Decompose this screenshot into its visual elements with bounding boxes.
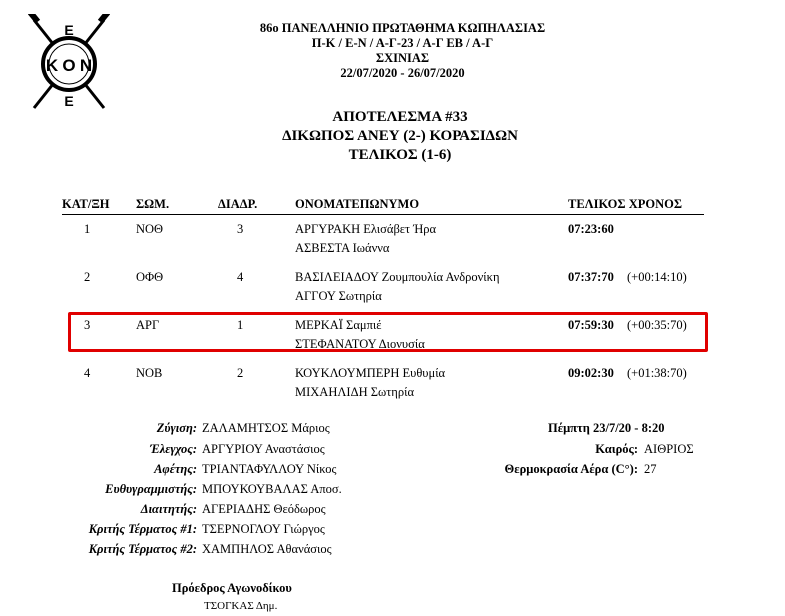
logo-letter-center: Ο <box>62 56 76 75</box>
official-value: ΧΑΜΠΗΛΟΣ Αθανάσιος <box>202 542 332 556</box>
final-time: 07:23:60 <box>568 222 614 236</box>
weather-value: ΑΙΘΡΙΟΣ <box>644 442 694 456</box>
official-value: ΤΣΕΡΝΟΓΛΟΥ Γιώργος <box>202 522 325 536</box>
official-label: Κριτής Τέρματος #2: <box>88 542 197 556</box>
president-label: Πρόεδρος Αγωνοδίκου <box>172 581 292 595</box>
header-divider <box>62 214 704 215</box>
club: ΝΟΘ <box>136 222 164 236</box>
official-value: ΤΡΙΑΝΤΑΦΥΛΛΟΥ Νίκος <box>202 462 337 476</box>
official-value: ΑΓΕΡΙΑΔΗΣ Θεόδωρος <box>202 502 326 516</box>
weather-label: Καιρός: <box>595 442 638 456</box>
official-value: ΖΑΛΑΜΗΤΣΟΣ Μάριος <box>202 421 330 435</box>
categories-line: Π-Κ / Ε-Ν / Α-Γ-23 / Α-Γ ΕΒ / Α-Γ <box>311 36 494 50</box>
rower-1: ΚΟΥΚΛΟΥΜΠΕΡΗ Ευθυμία <box>295 366 446 380</box>
date-range: 22/07/2020 - 26/07/2020 <box>340 66 465 80</box>
rower-1: ΜΕΡΚΑΪ Σαμπιέ <box>295 318 382 332</box>
race-stage: ΤΕΛΙΚΟΣ (1-6) <box>348 147 452 163</box>
logo-letter-right: Ν <box>79 56 93 75</box>
event-name: ΔΙΚΩΠΟΣ ΑΝΕΥ (2-) ΚΟΡΑΣΙΔΩΝ <box>282 128 518 144</box>
rower-1: ΑΡΓΥΡΑΚΗ Ελισάβετ Ήρα <box>295 222 437 236</box>
time-diff: (+01:38:70) <box>627 366 687 380</box>
logo-letter-left: Κ <box>45 56 59 75</box>
rower-1: ΒΑΣΙΛΕΙΑΔΟΥ Ζουμπουλία Ανδρονίκη <box>295 270 500 284</box>
rower-2: ΑΓΓΟΥ Σωτηρία <box>295 289 382 303</box>
rank: 2 <box>84 270 91 284</box>
official-label: Κριτής Τέρματος #1: <box>88 522 197 536</box>
rower-2: ΑΣΒΕΣΤΑ Ιωάννα <box>295 241 390 255</box>
club: ΑΡΓ <box>136 318 160 332</box>
rank: 4 <box>84 366 91 380</box>
logo-letter-bottom: Ε <box>64 93 74 109</box>
lane: 3 <box>237 222 244 236</box>
col-time: ΤΕΛΙΚΟΣ ΧΡΟΝΟΣ <box>568 197 683 211</box>
final-time: 07:59:30 <box>568 318 614 332</box>
official-label: Ευθυγραμμιστής: <box>105 482 197 496</box>
time-diff: (+00:35:70) <box>627 318 687 332</box>
col-club: ΣΩΜ. <box>136 197 170 211</box>
championship-title: 86ο ΠΑΝΕΛΛΗΝΙΟ ΠΡΩΤΑΘΗΜΑ ΚΩΠΗΛΑΣΙΑΣ <box>259 21 546 35</box>
rank: 3 <box>84 318 91 332</box>
lane: 2 <box>237 366 244 380</box>
official-value: ΜΠΟΥΚΟΥΒΑΛΑΣ Απoσ. <box>202 482 342 496</box>
col-name: ΟΝΟΜΑΤΕΠΩΝΥΜΟ <box>295 197 420 211</box>
lane: 1 <box>237 318 244 332</box>
rower-2: ΜΙΧΑΗΛΙΔΗ Σωτηρία <box>295 385 414 399</box>
time-diff: (+00:14:10) <box>627 270 687 284</box>
temperature-value: 27 <box>644 462 657 476</box>
lane: 4 <box>237 270 244 284</box>
president-name: ΤΣΟΓΚΑΣ Δημ. <box>204 600 278 612</box>
col-lane: ΔΙΑΔΡ. <box>218 197 258 211</box>
rank: 1 <box>84 222 91 236</box>
club: ΝΟΒ <box>136 366 163 380</box>
venue: ΣΧΙΝΙΑΣ <box>375 51 430 65</box>
result-number: ΑΠΟΤΕΛΕΣΜΑ #33 <box>332 109 468 125</box>
club: ΟΦΘ <box>136 270 164 284</box>
federation-logo <box>28 14 110 114</box>
official-label: Αφέτης: <box>154 462 197 476</box>
official-label: Διαιτητής: <box>140 502 197 516</box>
final-time: 07:37:70 <box>568 270 614 284</box>
logo-letter-top: Ε <box>64 22 74 38</box>
col-rank: ΚΑΤ/ΞΗ <box>62 197 110 211</box>
race-date-time: Πέμπτη 23/7/20 - 8:20 <box>548 421 665 435</box>
final-time: 09:02:30 <box>568 366 614 380</box>
official-label: Έλεγχος: <box>150 442 197 456</box>
rower-2: ΣΤΕΦΑΝΑΤΟΥ Διονυσία <box>295 337 425 351</box>
temperature-label: Θερμοκρασία Αέρα (C°): <box>504 462 638 476</box>
official-value: ΑΡΓΥΡΙΟΥ Αναστάσιος <box>202 442 325 456</box>
official-label: Ζύγιση: <box>156 421 197 435</box>
highlight-box <box>68 312 708 352</box>
